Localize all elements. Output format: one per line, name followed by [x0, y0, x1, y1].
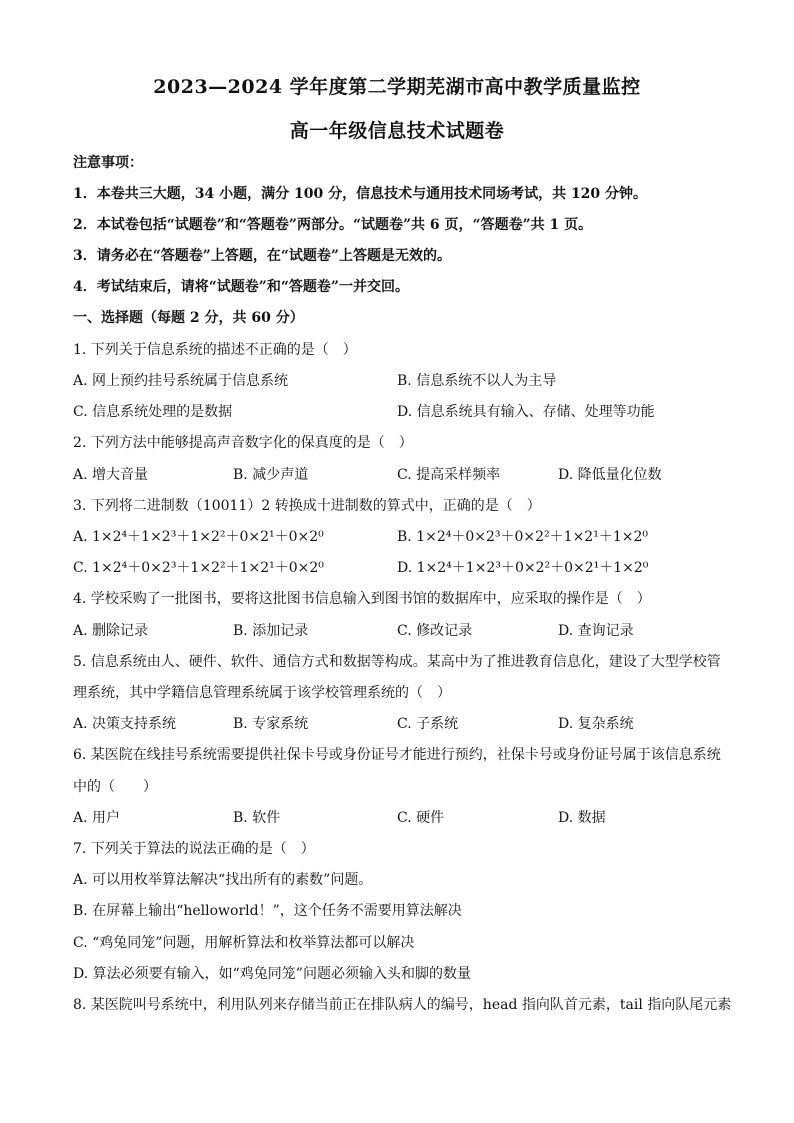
option-d: D. 复杂系统: [558, 716, 634, 732]
option-d: D. 1×2⁴＋1×2³＋0×2²＋0×2¹＋1×2⁰: [397, 560, 649, 576]
option-c: C. 硬件: [397, 810, 445, 826]
exam-subtitle: 高一年级信息技术试题卷: [289, 120, 505, 142]
question-stem: 1. 下列关于信息系统的描述不正确的是（ ）: [73, 342, 357, 358]
option-c: C. 1×2⁴＋0×2³＋1×2²＋1×2¹＋0×2⁰: [73, 560, 324, 576]
option-c: C. “鸡兔同笼”问题，用解析算法和枚举算法都可以解决: [73, 935, 415, 951]
option-a: A. 增大音量: [73, 467, 149, 483]
question-stem: 2. 下列方法中能够提高声音数字化的保真度的是（ ）: [73, 435, 413, 451]
option-b: B. 专家系统: [233, 716, 309, 732]
option-b: B. 在屏幕上输出“helloworld！”，这个任务不需要用算法解决: [73, 903, 462, 919]
option-b: B. 1×2⁴＋0×2³＋0×2²＋1×2¹＋1×2⁰: [397, 529, 648, 545]
option-b: B. 减少声道: [233, 467, 309, 483]
notice-heading: 注意事项：: [73, 155, 143, 171]
question-stem-line: 6. 某医院在线挂号系统需要提供社保卡号或身份证号才能进行预约，社保卡号或身份证号属于该信息系统: [73, 747, 721, 763]
notice-item: 1．本卷共三大题，34 小题，满分 100 分，信息技术与通用技术同场考试，共 120 分钟。: [73, 186, 648, 202]
section-heading: 一、选择题（每题 2 分，共 60 分）: [73, 310, 304, 326]
option-d: D. 信息系统具有输入、存储、处理等功能: [397, 404, 655, 420]
question-stem: 4. 学校采购了一批图书，要将这批图书信息输入到图书馆的数据库中，应采取的操作是（ ）: [73, 591, 651, 607]
option-c: C. 提高采样频率: [397, 467, 501, 483]
question-stem: 3. 下列将二进制数（10011）2 转换成十进制数的算式中，正确的是（ ）: [73, 498, 541, 514]
option-a: A. 决策支持系统: [73, 716, 177, 732]
option-d: D. 数据: [558, 810, 606, 826]
notice-item: 3．请务必在“答题卷”上答题，在“试题卷”上答题是无效的。: [73, 248, 451, 264]
question-stem-line: 理系统，其中学籍信息管理系统属于该学校管理系统的（ ）: [73, 685, 451, 701]
option-a: A. 用户: [73, 810, 121, 826]
option-b: B. 信息系统不以人为主导: [397, 373, 557, 389]
question-stem: 8. 某医院叫号系统中，利用队列来存储当前正在排队病人的编号，head 指向队首元素，tail 指向队尾元素: [73, 997, 732, 1013]
option-a: A. 删除记录: [73, 623, 149, 639]
option-d: D. 降低量化位数: [558, 467, 662, 483]
question-stem-line: 中的（ ）: [73, 779, 157, 795]
option-c: C. 子系统: [397, 716, 459, 732]
question-stem-line: 5. 信息系统由人、硬件、软件、通信方式和数据等构成。某高中为了推进教育信息化，建设了大型学校管: [73, 654, 721, 670]
option-a: A. 可以用枚举算法解决“找出所有的素数”问题。: [73, 872, 373, 888]
question-stem: 7. 下列关于算法的说法正确的是（ ）: [73, 841, 315, 857]
notice-item: 4．考试结束后，请将“试题卷”和“答题卷”一并交回。: [73, 279, 409, 295]
option-c: C. 信息系统处理的是数据: [73, 404, 233, 420]
notice-item: 2．本试卷包括“试题卷”和“答题卷”两部分。“试题卷”共 6 页，“答题卷”共 1 页。: [73, 217, 593, 233]
option-b: B. 添加记录: [233, 623, 309, 639]
option-d: D. 查询记录: [558, 623, 634, 639]
option-a: A. 网上预约挂号系统属于信息系统: [73, 373, 289, 389]
option-a: A. 1×2⁴＋1×2³＋1×2²＋0×2¹＋0×2⁰: [73, 529, 324, 545]
option-b: B. 软件: [233, 810, 281, 826]
option-d: D. 算法必须要有输入，如“鸡兔同笼”问题必须输入头和脚的数量: [73, 966, 471, 982]
option-c: C. 修改记录: [397, 623, 473, 639]
exam-title: 2023—2024 学年度第二学期芜湖市高中教学质量监控: [153, 76, 641, 98]
